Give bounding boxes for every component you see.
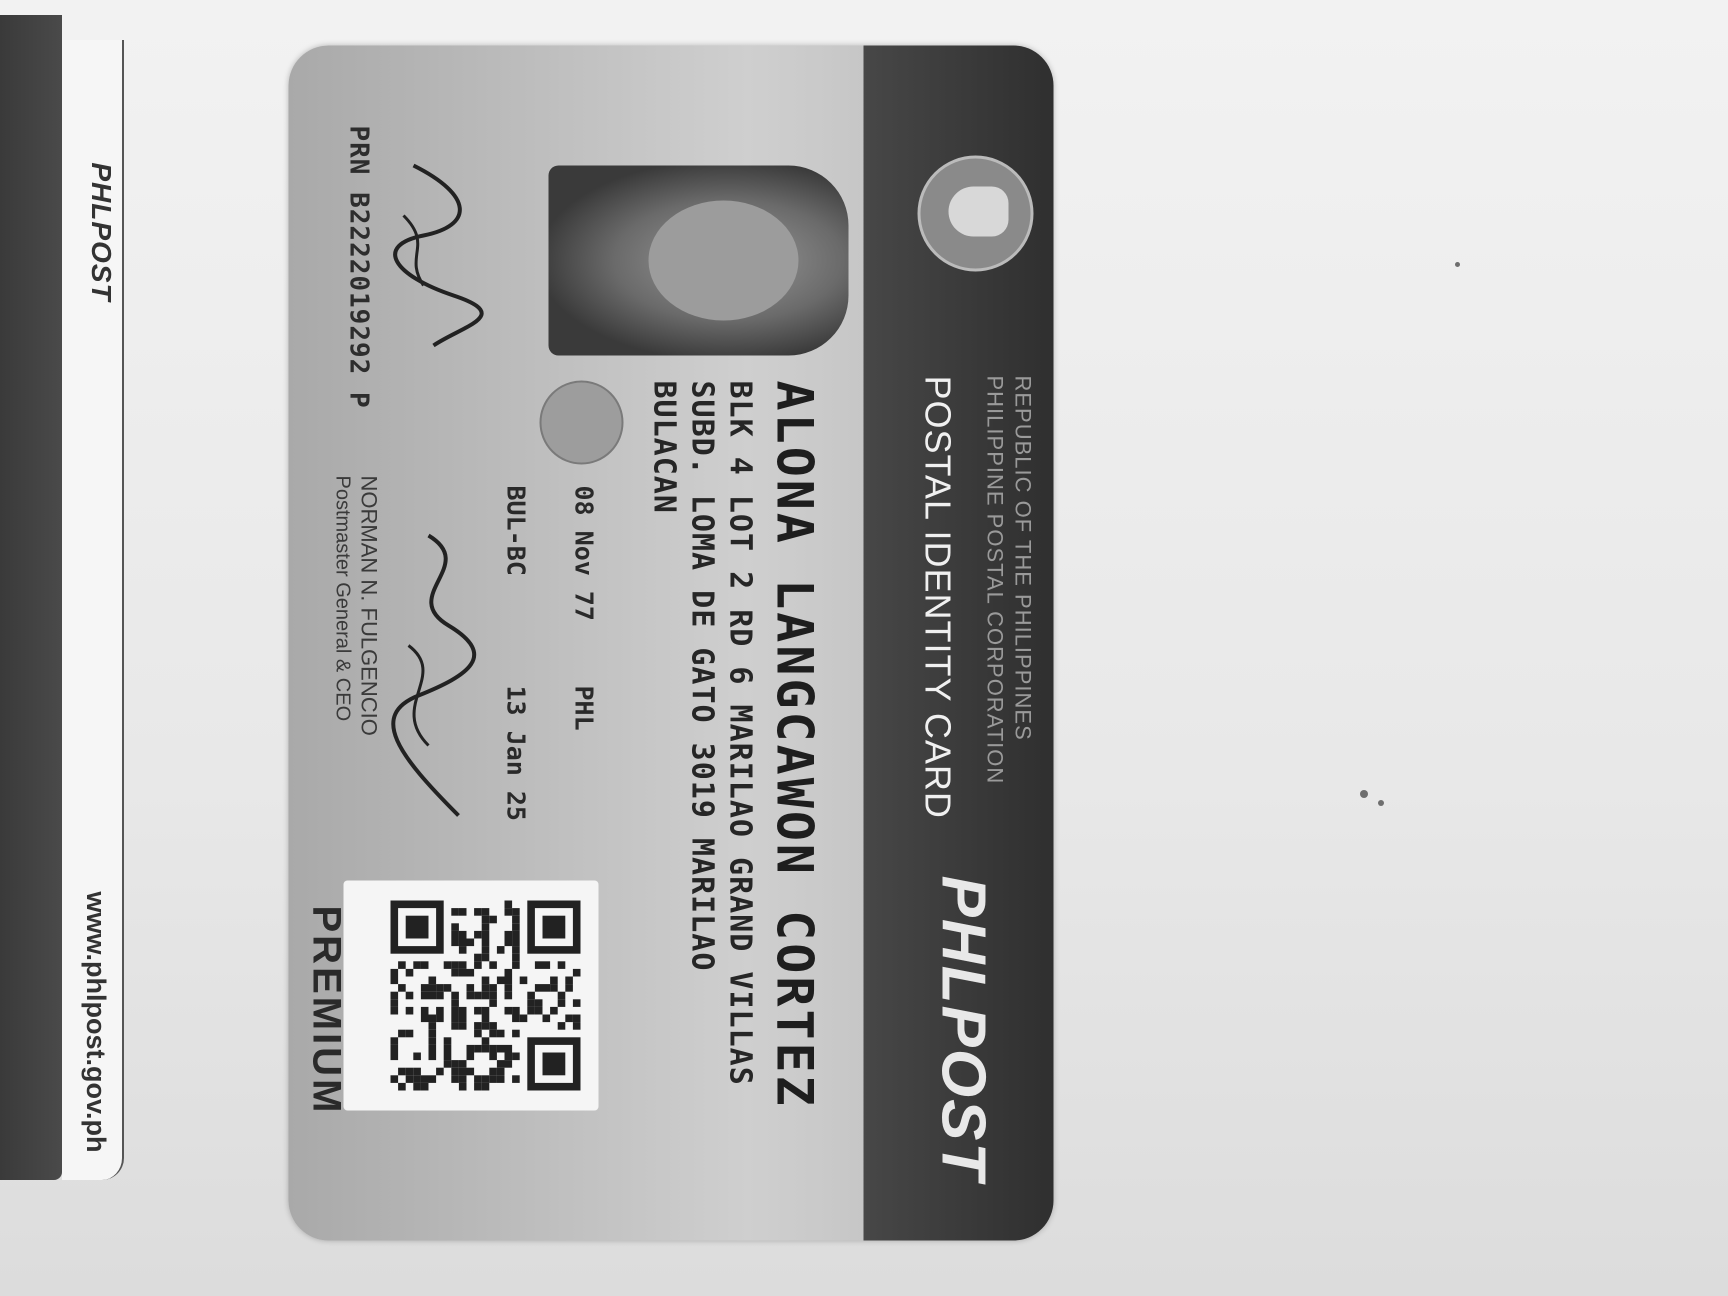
header-small-text (979, 375, 1035, 795)
card-tier: PREMIUM (304, 905, 348, 1115)
address-line-2: SUBD. LOMA DE GATO 3019 MARILAO (684, 380, 719, 971)
card-title: POSTAL IDENTITY CARD (917, 375, 958, 819)
header-line-corporation: PHILIPPINE POSTAL CORPORATION (982, 375, 1007, 784)
holder-photo (548, 165, 848, 355)
address-line-3: BULACAN (646, 380, 681, 514)
prn-number: PRN B2222019292 P (343, 125, 373, 409)
paper-speck (1360, 790, 1368, 798)
address-line-1: BLK 4 LOT 2 RD 6 MARILAO GRAND VILLAS (722, 380, 757, 1086)
paper-speck (1378, 800, 1384, 806)
card-header (863, 45, 1053, 1240)
side-band (62, 40, 124, 1180)
holder-face (648, 200, 798, 320)
dark-border-strip (0, 15, 62, 1180)
official-name: NORMAN N. FULGENCIO (356, 475, 381, 736)
ghost-photo-icon (539, 380, 623, 464)
header-line-republic: REPUBLIC OF THE PHILIPPINES (1010, 375, 1035, 741)
nationality: PHL (569, 685, 598, 731)
qr-code-icon (390, 900, 580, 1090)
id-card-wrapper (288, 45, 1053, 1240)
qr-code-box (343, 880, 598, 1110)
side-brand-logo: PHLPOST (86, 162, 117, 302)
holder-address (644, 380, 758, 1085)
side-website-text: www.phlpost.gov.ph (81, 891, 111, 1153)
official-signature (378, 525, 488, 825)
official-title: Postmaster General & CEO (331, 475, 353, 721)
holder-name: ALONA LANGCAWON CORTEZ (765, 380, 823, 1109)
issuing-office: BUL-BC (501, 485, 530, 576)
philippine-seal-icon (917, 155, 1033, 271)
postal-id-card (288, 45, 1053, 1240)
holder-signature (383, 155, 493, 355)
date-of-birth: 08 Nov 77 (569, 485, 598, 621)
valid-until: 13 Jan 25 (501, 685, 530, 821)
phlpost-logo: PHLPOST (928, 875, 997, 1182)
paper-speck (1455, 262, 1460, 267)
